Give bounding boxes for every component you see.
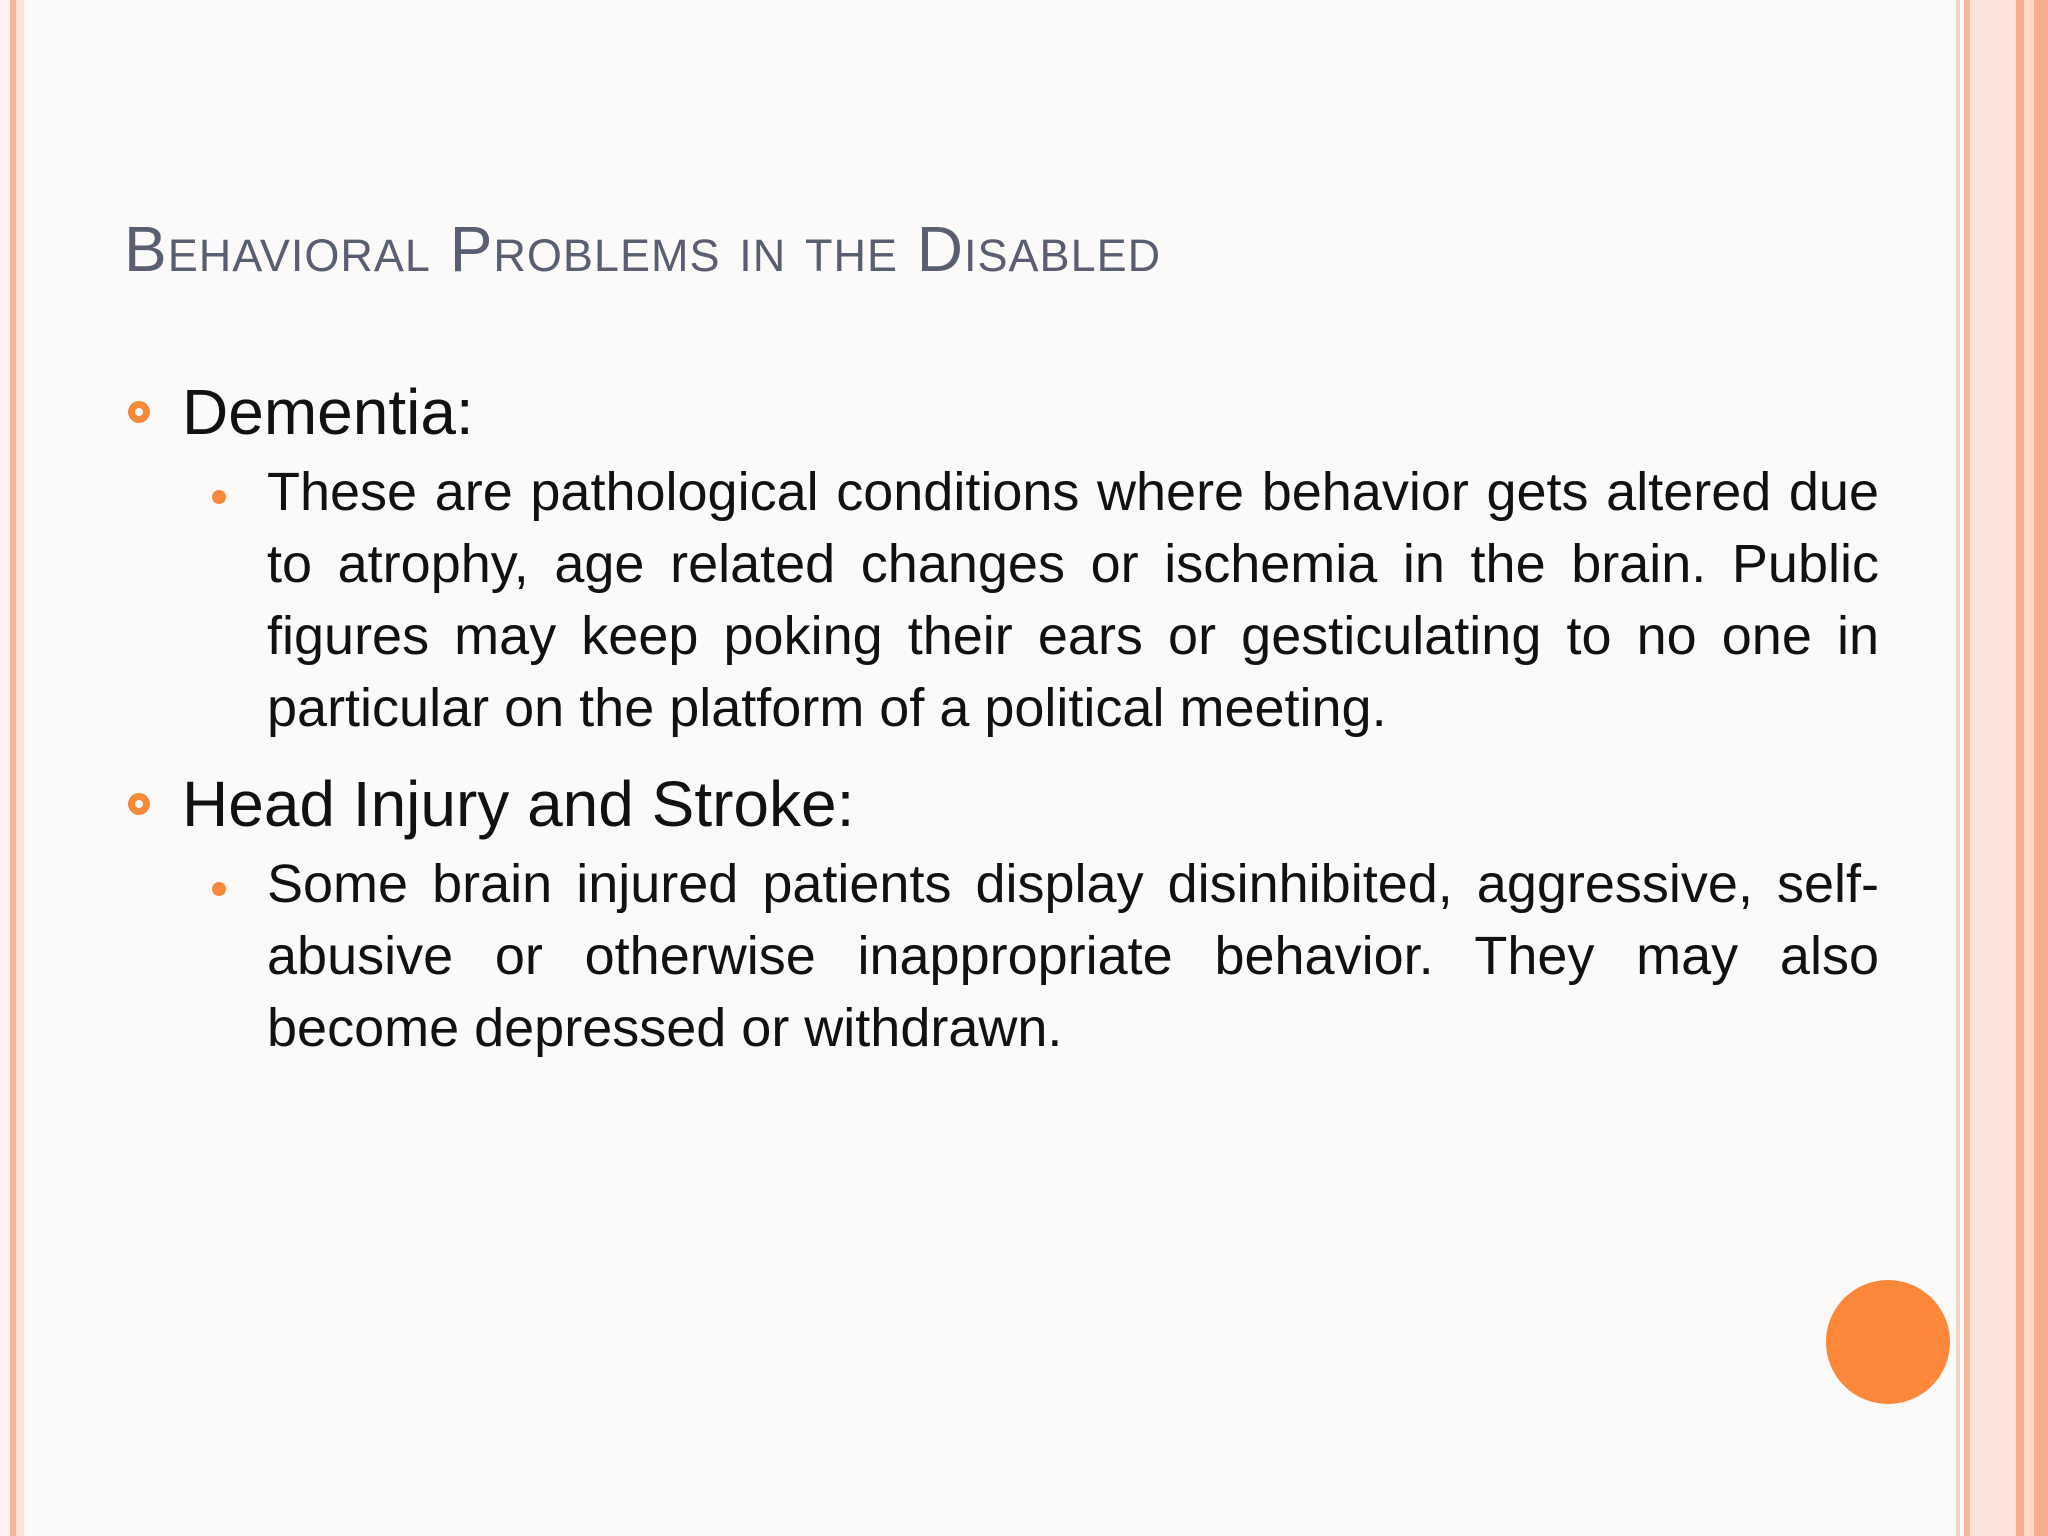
ring-bullet-icon: [128, 793, 150, 815]
slide-content: [124, 370, 1879, 1064]
bullet-dementia: [124, 370, 1754, 454]
sub-bullet-head-injury: [267, 848, 1879, 1064]
dot-bullet-icon: [212, 490, 226, 504]
section-body: Some brain injured patients display disinhibited, aggressive, self-abusive or otherwise inappropriate behavior. They may also become depressed or withdrawn.: [267, 854, 1879, 1058]
sub-bullet-dementia: [267, 456, 1879, 744]
bullet-head-injury: [124, 762, 1754, 846]
section-heading: Head Injury and Stroke:: [182, 768, 855, 840]
dot-bullet-icon: [212, 882, 226, 896]
section-heading: Dementia:: [182, 376, 474, 448]
orange-circle-button[interactable]: [1826, 1280, 1950, 1404]
ring-bullet-icon: [128, 401, 150, 423]
separator: [124, 744, 1754, 762]
right-decorative-stripes: [1956, 0, 2048, 1536]
left-decorative-border: [0, 0, 24, 1536]
slide-title: Behavioral Problems in the Disabled: [124, 213, 1162, 285]
section-body: These are pathological conditions where behavior gets altered due to atrophy, age related changes or ischemia in the brain. Public figures may keep poking their ears or gesticulating to no one in particular on the platform of a political meeting.: [267, 462, 1879, 738]
